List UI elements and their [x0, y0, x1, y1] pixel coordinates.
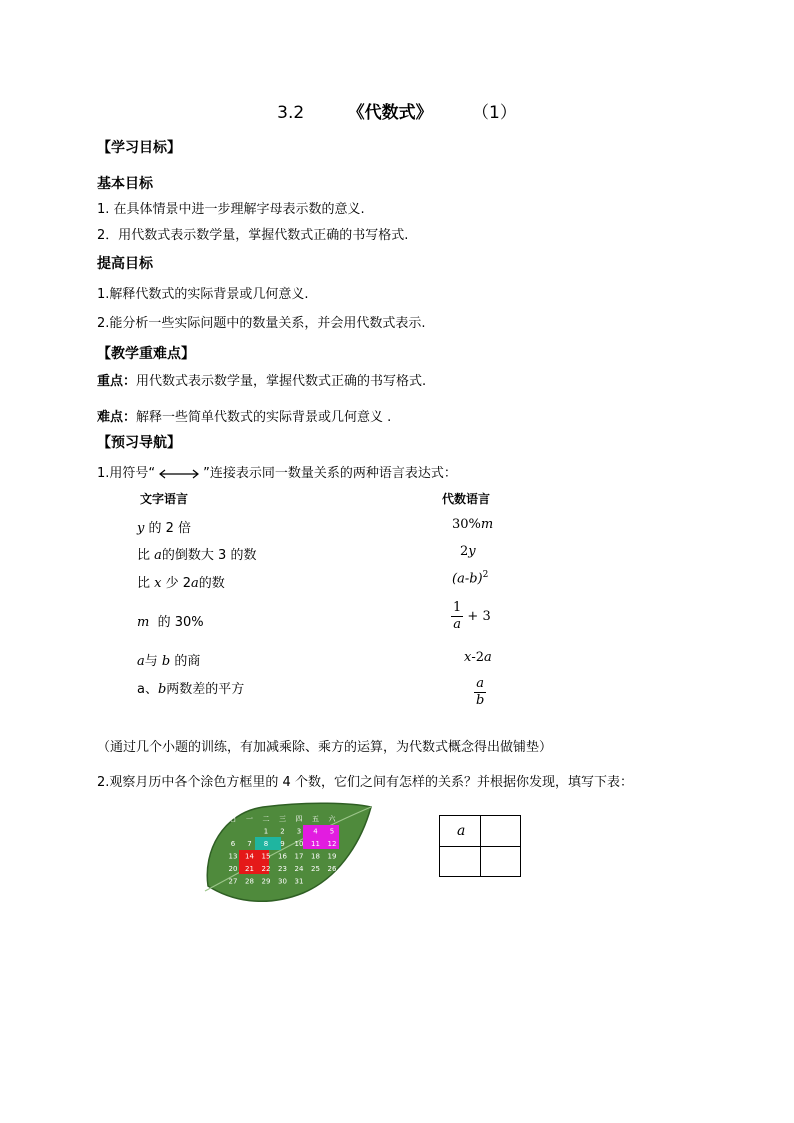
- calendar-day: 6: [230, 840, 236, 848]
- calendar-day: 16: [278, 852, 287, 861]
- title-part: （1）: [472, 103, 517, 123]
- column-text-language: 文字语言: [140, 492, 189, 506]
- calendar-day: 27: [228, 877, 238, 886]
- calendar-day: 10: [294, 840, 304, 848]
- calendar-day: 7: [247, 840, 252, 848]
- table-cell-a: a: [457, 823, 466, 839]
- fill-in-table: [439, 815, 521, 877]
- section-heading-keypoints: 【教学重难点】: [97, 346, 195, 362]
- double-arrow-icon: [157, 468, 201, 480]
- calendar-weekday: 二: [262, 815, 270, 823]
- key-point: [97, 370, 426, 389]
- basic-goals-heading: 基本目标: [97, 176, 153, 192]
- advanced-goals-heading: 提高目标: [97, 256, 153, 272]
- algebra-expr-2: 2y: [460, 544, 476, 559]
- calendar-day: 25: [311, 865, 320, 873]
- calendar-day: 12: [327, 840, 337, 848]
- text-expr-3: 比 x 少 2a的数: [137, 576, 225, 591]
- basic-goal-2: 2．用代数式表示数学量，掌握代数式正确的书写格式.: [97, 228, 409, 243]
- calendar-day: 2: [280, 827, 285, 836]
- question-1-suffix: ”连接表示同一数量关系的两种语言表达式：: [203, 466, 457, 481]
- title-number: 3.2: [277, 103, 305, 123]
- calendar-day: 5: [329, 827, 335, 836]
- calendar-weekday: 四: [295, 815, 303, 823]
- question-1: [97, 462, 457, 481]
- calendar-weekday: 一: [246, 815, 253, 823]
- calendar-day: 21: [245, 865, 254, 873]
- algebra-expr-5: x-2a: [464, 650, 492, 665]
- calendar-day: 15: [261, 852, 271, 861]
- calendar-day: 28: [245, 877, 254, 886]
- calendar-day: 14: [245, 852, 254, 861]
- calendar-day: 29: [261, 877, 271, 886]
- difficulty-label: 难点：: [97, 410, 137, 425]
- algebra-expr-4: $\frac{1}{a}$ + 3: [453, 600, 491, 632]
- table-divider-horizontal: [440, 846, 520, 847]
- calendar-day: 20: [228, 865, 238, 873]
- calendar-day: 30: [278, 877, 287, 886]
- calendar-weekday: 六: [328, 815, 336, 823]
- question-2: 2.观察月历中各个涂色方框里的 4 个数，它们之间有怎样的关系？并根据你发现，填写下表：: [97, 775, 633, 790]
- basic-goal-1: 1. 在具体情景中进一步理解字母表示数的意义.: [97, 202, 365, 217]
- text-expr-5: a与 b 的商: [137, 654, 201, 669]
- calendar-day: 18: [311, 852, 320, 861]
- calendar-weekday: 五: [312, 815, 319, 823]
- difficulty-text: 解释一些简单代数式的实际背景或几何意义 .: [136, 410, 392, 425]
- text-expr-1: y 的 2 倍: [137, 521, 192, 536]
- text-expr-2: 比 a的倒数大 3 的数: [137, 548, 257, 563]
- section-heading-objectives: 【学习目标】: [97, 140, 181, 156]
- calendar-day: 9: [280, 840, 285, 848]
- advanced-goal-1: 1.解释代数式的实际背景或几何意义.: [97, 287, 309, 302]
- calendar-day: 23: [278, 865, 287, 873]
- calendar-day: 24: [294, 865, 304, 873]
- calendar-day: 26: [327, 865, 337, 873]
- calendar-day: 1: [263, 827, 269, 836]
- advanced-goal-2: 2.能分析一些实际问题中的数量关系，并会用代数式表示.: [97, 316, 426, 331]
- algebra-expr-6: $\frac{a}{b}$: [476, 676, 485, 708]
- calendar-weekday: 三: [279, 815, 286, 823]
- calendar-day: 3: [296, 827, 302, 836]
- calendar-day: 13: [228, 852, 238, 861]
- leaf-calendar-image: [203, 801, 373, 907]
- page-title: [0, 98, 794, 123]
- difficulty-point: [97, 406, 391, 425]
- calendar-day: 11: [311, 840, 320, 848]
- calendar-day: 4: [313, 827, 318, 836]
- text-expr-6: a、b两数差的平方: [137, 682, 245, 697]
- calendar-day: 22: [261, 865, 271, 873]
- algebra-expr-1: 30%m: [452, 517, 494, 532]
- question-1-prefix: 1.用符号“: [97, 466, 156, 481]
- calendar-day: 17: [294, 852, 304, 861]
- calendar-day: 19: [327, 852, 337, 861]
- key-point-label: 重点：: [97, 374, 137, 389]
- calendar-day: 8: [263, 840, 269, 848]
- calendar-weekday: 日: [229, 815, 237, 823]
- section-heading-preview: 【预习导航】: [97, 435, 181, 451]
- text-expr-4: m 的 30%: [137, 615, 204, 630]
- title-name: 《代数式》: [347, 103, 433, 123]
- calendar-day: 31: [294, 877, 304, 886]
- column-algebra-language: 代数语言: [442, 492, 491, 506]
- key-point-text: 用代数式表示数学量，掌握代数式正确的书写格式.: [136, 374, 427, 389]
- algebra-expr-3: $(a-b)^2$: [452, 570, 489, 587]
- training-note: （通过几个小题的训练，有加减乘除、乘方的运算，为代数式概念得出做铺垫）: [97, 740, 553, 755]
